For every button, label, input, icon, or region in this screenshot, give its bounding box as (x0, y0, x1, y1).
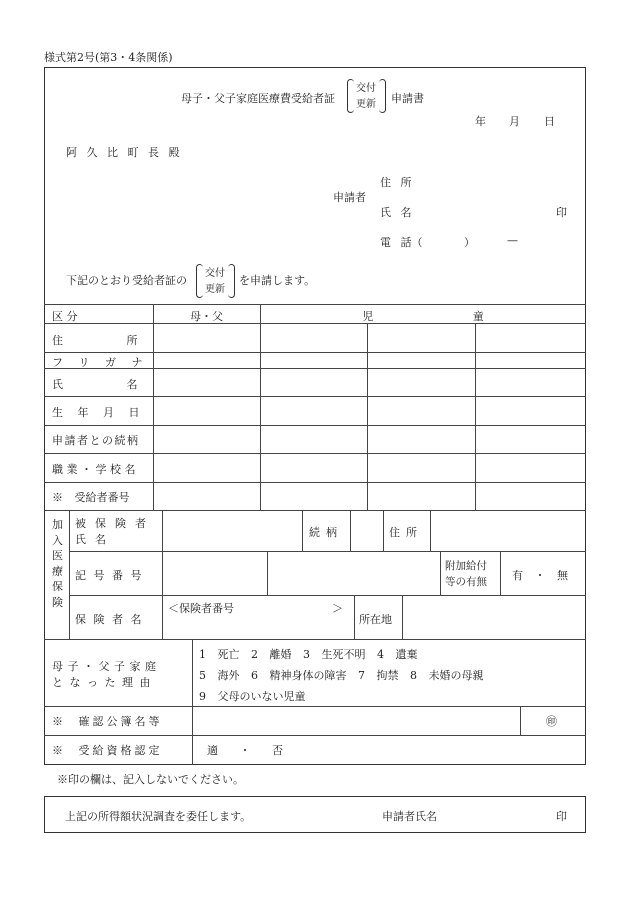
date-day[interactable]: 日 (544, 115, 555, 128)
row-label-relation: 申請者との続柄 (52, 434, 140, 447)
row-label-name: 氏 名 (52, 378, 138, 391)
col-kubun-header: 区 分 (52, 310, 78, 323)
choice-renew[interactable]: 更新 (356, 99, 376, 110)
addressee: 阿 久 比 町 長 殿 (66, 146, 180, 159)
row-label-furigana: フ リ ガ ナ (52, 356, 143, 369)
consent-seal: 印 (556, 810, 567, 823)
reason-label-line2: となった理由 (52, 676, 157, 689)
applicant-name-label: 氏 名 (380, 206, 412, 219)
row-label-address: 住 所 (52, 334, 138, 347)
title-suffix: 申請書 (391, 92, 424, 105)
confirm-label: ※ 確認公簿名等 (52, 715, 163, 728)
choice-issue[interactable]: 交付 (356, 83, 376, 94)
applicant-address-label: 住 所 (380, 176, 412, 189)
right-brace-icon (379, 79, 386, 113)
applicant-label: 申請者 (333, 191, 366, 204)
phone-label: 電 話（ (380, 236, 423, 249)
phone-dash: — (507, 234, 518, 247)
left-brace-icon (347, 79, 354, 113)
insurer-name-label: 保 険 者 名 (75, 613, 142, 626)
phone-close: ） (464, 236, 475, 249)
left-brace-icon (196, 264, 203, 298)
row-label-recipient-no: ※ 受給者番号 (52, 491, 130, 504)
extra-benefit-choice[interactable]: 有 ・ 無 (512, 569, 568, 582)
form-label: 様式第2号(第3・4条関係) (44, 51, 173, 64)
date-month[interactable]: 月 (509, 115, 520, 128)
request-choice-issue[interactable]: 交付 (205, 268, 225, 279)
right-brace-icon (228, 264, 235, 298)
eligibility-value[interactable]: 適 ・ 否 (207, 744, 283, 757)
col-child-header: 児 童 (362, 310, 484, 323)
symbol-number-label: 記 号 番 号 (75, 569, 142, 582)
confirm-seal: ㊞ (546, 715, 557, 728)
note-text: ※印の欄は、記入しないでください。 (57, 773, 244, 786)
col-parent-header: 母・父 (190, 310, 223, 323)
consent-text: 上記の所得額状況調査を委任します。 (65, 810, 252, 823)
extra-benefit-label: 附加給付等の有無 (445, 560, 487, 588)
reason-label-line1: 母子・父子家庭 (52, 660, 161, 673)
insured-name-label: 被保険者氏名 (75, 517, 155, 546)
request-choice-renew[interactable]: 更新 (205, 284, 225, 295)
applicant-seal: 印 (556, 206, 567, 219)
row-label-birth: 生 年 月 日 (52, 406, 140, 419)
reason-line3[interactable]: 9 父母のいない児童 (199, 690, 306, 703)
reason-line2[interactable]: 5 海外 6 精神身体の障害 7 拘禁 8 未婚の母親 (199, 669, 484, 682)
relation-label: 続柄 (309, 526, 343, 539)
insurer-number-close: ＞ (332, 602, 343, 615)
eligibility-label: ※ 受給資格認定 (52, 744, 163, 757)
insurance-group-label: 加入医療保険 (52, 518, 63, 609)
insurer-number-label: ＜保険者番号 (168, 602, 234, 615)
request-suffix: を申請します。 (239, 274, 316, 287)
title-prefix: 母子・父子家庭医療費受給者証 (181, 92, 335, 105)
row-label-job: 職業・学校名 (52, 463, 139, 476)
consent-applicant-name[interactable]: 申請者氏名 (382, 810, 437, 823)
date-year[interactable]: 年 (475, 115, 486, 128)
request-prefix: 下記のとおり受給者証の (66, 274, 187, 287)
reason-line1[interactable]: 1 死亡 2 離婚 3 生死不明 4 遺棄 (199, 648, 418, 661)
location-label: 所在地 (359, 613, 392, 626)
insured-address-label: 住所 (389, 526, 423, 539)
